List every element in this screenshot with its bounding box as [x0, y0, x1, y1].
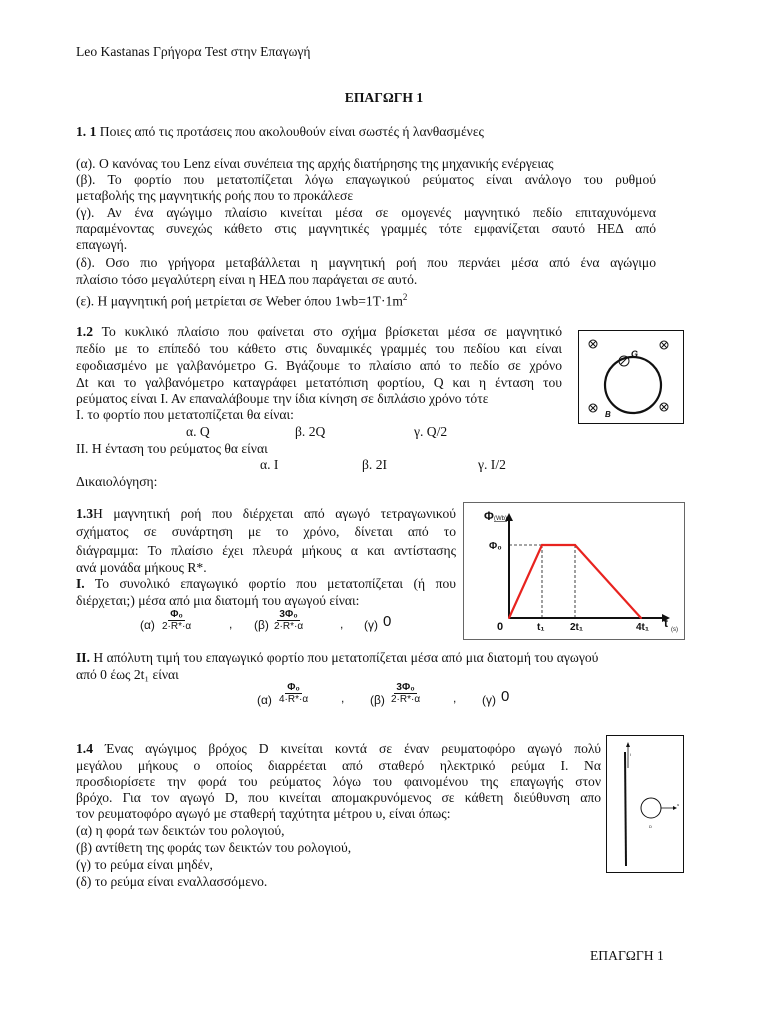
- current-label: I: [630, 752, 632, 757]
- q4-text-line: [76, 741, 601, 757]
- q3-part1-label: Ι.: [76, 576, 85, 591]
- q4-text-line: μεγάλου μήκους ο οποίος διαρρέεται από σταθερό ηλεκτρικό ρεύμα Ι. Να: [76, 758, 601, 773]
- q3-part2-option-b-fraction: [389, 682, 422, 705]
- q2-part1-option-b: β. 2Q: [295, 424, 326, 439]
- wire-loop-figure-svg: [607, 736, 683, 872]
- q4-number: 1.4: [76, 741, 93, 756]
- field-into-page-icon: [589, 340, 597, 348]
- q3-part1-option-c-value: 0: [383, 613, 392, 630]
- q2-part1: Ι. το φορτίο που μετατοπίζεται θα είναι:: [76, 407, 294, 422]
- q4-option-d: (δ) το ρεύμα είναι εναλλασσόμενο.: [76, 874, 268, 889]
- fraction-denominator: 4·R*·α: [279, 694, 309, 705]
- loop-label: D: [649, 824, 652, 829]
- loop-figure-svg: [579, 331, 683, 423]
- fraction-numerator: 3Φ₀: [396, 682, 415, 693]
- q1-heading: [76, 124, 484, 140]
- conducting-loop: [641, 798, 661, 818]
- q3-part2-label: ΙΙ.: [76, 650, 90, 665]
- velocity-arrow-icon: [661, 806, 677, 810]
- q3-part2-option-a-fraction: [277, 682, 310, 705]
- q3-part1-option-a-label: (α): [140, 618, 155, 632]
- q2-justification: Δικαιολόγηση:: [76, 474, 158, 489]
- q1-statement-e-sup: 2: [402, 292, 408, 302]
- q3-text-line: διάγραμμα: Το πλαίσιο έχει πλευρά μήκους α και αντίστασης: [76, 543, 456, 558]
- q2-part2-option-b: β. 2Ι: [362, 457, 388, 472]
- q1-statement-e: [76, 289, 407, 310]
- q4-option-a: (α) η φορά των δεικτών του ρολογιού,: [76, 823, 285, 838]
- option-separator: ,: [341, 691, 345, 705]
- flux-chart-frame: [463, 502, 685, 640]
- q3-part1-option-c-label: (γ): [364, 618, 378, 632]
- page-footer: ΕΠΑΓΩΓΗ 1: [590, 948, 664, 963]
- x-tick-label: 2t₁: [570, 622, 584, 633]
- q1-statement: (γ). Αν ένα αγώγιμο πλαίσιο κινείται μέσα σε ομογενές μαγνητικό πεδίο επιταχυνόμενα: [76, 205, 656, 220]
- current-wire: [625, 752, 626, 866]
- field-label: B: [605, 410, 611, 419]
- fraction-numerator: Φ₀: [170, 609, 183, 620]
- page-header: Leo Kastanas Γρήγορα Test στην Επαγωγή: [76, 44, 311, 59]
- q2-part2-option-c: γ. Ι/2: [478, 457, 506, 472]
- q2-text: Το κυκλικό πλαίσιο που φαίνεται στο σχήμα βρίσκεται μέσα σε μαγνητικό: [101, 324, 562, 339]
- q1-statement: (δ). Οσο πιο γρήγορα μεταβάλλεται η μαγνητική ροή που περνάει μέσα από ένα αγώγιμο: [76, 255, 656, 270]
- q4-text: Ένας αγώγιμος βρόχος D κινείται κοντά σε έναν ρευματοφόρο αγωγό πολύ: [105, 741, 601, 756]
- q3-text: Η μαγνητική ροή που διέρχεται από αγωγό τετραγωνικού: [93, 506, 456, 521]
- x-tick-label: 0: [497, 621, 504, 633]
- velocity-label: υ: [677, 802, 680, 807]
- q3-part2-option-c-value: 0: [501, 688, 510, 705]
- q2-number: 1.2: [76, 324, 93, 339]
- q3-part1: [76, 576, 456, 592]
- y-axis-unit: (Wb): [494, 516, 507, 522]
- q3-part2-option-b-label: (β): [370, 693, 385, 707]
- q4-option-b: (β) αντίθετη της φοράς των δεικτών του ρολογιού,: [76, 840, 352, 855]
- q4-option-c: (γ) το ρεύμα είναι μηδέν,: [76, 857, 213, 872]
- x-tick-label: 4t₁: [636, 622, 650, 633]
- q4-text-line: βρόχο. Για τον αγωγό D, που κινείται απομακρυνόμενος σε κάθετη διεύθυνση απο: [76, 790, 601, 805]
- field-into-page-icon: [660, 341, 668, 349]
- q1-statement: (β). Το φορτίο που μετατοπίζεται λόγω επαγωγικού ρεύματος είναι ανάλογο του ρυθμού: [76, 172, 656, 187]
- q3-part1-text: Το συνολικό επαγωγικό φορτίο που μετατοπίζεται (ή που: [94, 576, 456, 591]
- fraction-numerator: Φ₀: [287, 682, 300, 693]
- q1-statement: παραμένοντας συνεχώς κάθετο στις μαγνητικές γραμμές τότε εμφανίζεται σαυτό ΗΕΔ από: [76, 221, 656, 236]
- q1-prompt: Ποιες από τις προτάσεις που ακολουθούν είναι σωστές ή λανθασμένες: [99, 124, 484, 139]
- q2-text-line: Δt και το γαλβανόμετρο καταγράφει μετατόπιση φορτίου, Q και η ένταση του: [76, 375, 562, 390]
- q4-text-line: τον ρευματοφόρο αγωγό με σταθερή ταχύτητα μέτρου υ, είναι όπως:: [76, 806, 451, 821]
- q3-part2-option-a-label: (α): [257, 693, 272, 707]
- fraction-denominator: 2·R*·α: [162, 621, 192, 632]
- y-axis-label: Φ: [484, 509, 494, 523]
- q1-statement: (α). Ο κανόνας του Lenz είναι συνέπεια της αρχής διατήρησης της μηχανικής ενέργειας: [76, 156, 554, 171]
- q3-part2-text: από 0 έως 2t₁ είναι: [76, 667, 179, 682]
- q2-part1-option-c: γ. Q/2: [414, 424, 448, 439]
- field-into-page-icon: [589, 404, 597, 412]
- q1-statement: μεταβολής της μαγνητικής ροής που το προκάλεσε: [76, 188, 354, 203]
- q1-statement-e-text: (ε). Η μαγνητική ροή μετρίεται σε Weber όπου 1wb=1T·1m: [76, 293, 403, 309]
- loop-figure: [578, 330, 684, 424]
- q3-part2-option-c-label: (γ): [482, 693, 496, 707]
- y-tick-label: Φ₀: [489, 541, 502, 552]
- flux-data-point: [640, 617, 642, 619]
- x-tick-label: t₁: [537, 622, 545, 633]
- x-axis-label: t: [664, 616, 668, 630]
- flux-data-point: [508, 617, 510, 619]
- q3-part1-option-a-fraction: [160, 609, 193, 632]
- page-title: ΕΠΑΓΩΓΗ 1: [344, 90, 424, 105]
- flux-data-point: [541, 544, 543, 546]
- q2-part1-option-a: α. Q: [186, 424, 210, 439]
- q4-text-line: προσδιορίσετε την φορά του ρεύματος λόγω του φαινομένου της επαγωγής στον: [76, 774, 601, 789]
- q3-part1-text: διέρχεται;) μέσα από μια διατομή του αγωγού είναι:: [76, 593, 360, 608]
- q3-part2: [76, 650, 598, 666]
- option-separator: ,: [229, 617, 233, 631]
- q1-number: 1. 1: [76, 124, 97, 139]
- circular-loop: [605, 357, 661, 413]
- q2-text-line: εφοδιασμένο με γαλβανόμετρο G. Βγάζουμε το πλαίσιο από το πεδίο σε χρόνο: [76, 358, 562, 373]
- field-into-page-icon: [660, 403, 668, 411]
- q3-part2-text: Η απόλυτη τιμή του επαγωγικό φορτίο που μετατοπίζεται μέσα από μια διατομή του αγωγού: [93, 650, 599, 665]
- fraction-denominator: 2·R*·α: [274, 621, 304, 632]
- q2-text-line: ρεύματος είναι Ι. Αν επαναλάβουμε την ίδια κίνηση σε διπλάσιο χρόνο τότε: [76, 391, 489, 406]
- x-axis-unit: (s): [671, 627, 678, 633]
- fraction-numerator: 3Φ₀: [279, 609, 298, 620]
- flux-chart: [464, 503, 684, 639]
- flux-data-point: [574, 544, 576, 546]
- q3-text-line: [76, 506, 456, 522]
- q2-part2-option-a: α. Ι: [260, 457, 279, 472]
- q1-statement: επαγωγή.: [76, 237, 128, 252]
- option-separator: ,: [453, 691, 457, 705]
- q2-text-line: [76, 324, 562, 340]
- q2-text-line: πεδίο με το επίπεδό του κάθετο στις δυναμικές γραμμές του πεδίου και είναι: [76, 341, 562, 356]
- q3-part1-option-b-fraction: [272, 609, 305, 632]
- q2-part2: ΙΙ. Η ένταση του ρεύματος θα είναι: [76, 441, 268, 456]
- q3-number: 1.3: [76, 506, 93, 521]
- q3-text-line: σχήματος σε συνάρτηση με το χρόνο, δίνεται από το: [76, 524, 456, 539]
- q3-text-line: ανά μονάδα μήκους R*.: [76, 560, 207, 575]
- wire-loop-figure: [606, 735, 684, 873]
- q1-statement: πλαίσιο τόσο μεγαλύτερη είναι η ΗΕΔ που παράγεται σε αυτό.: [76, 272, 418, 287]
- fraction-denominator: 2·R*·α: [391, 694, 421, 705]
- galvanometer-label: G: [631, 349, 639, 359]
- option-separator: ,: [340, 617, 344, 631]
- q3-part1-option-b-label: (β): [254, 618, 269, 632]
